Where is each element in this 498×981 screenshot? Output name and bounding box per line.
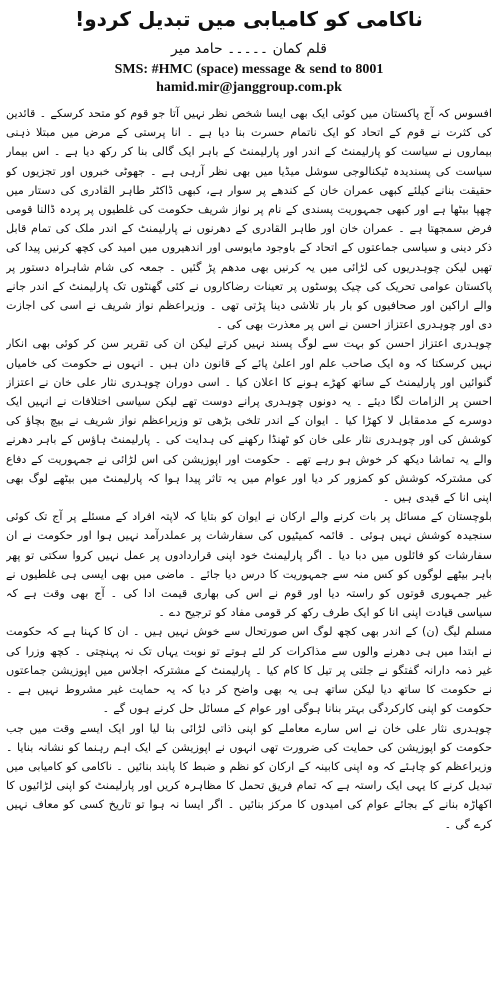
article-paragraph: چوہدری نثار علی خان نے اس سارے معاملے کو اپنی ذاتی لڑائی بنا لیا اور ایک ایسے وقت میں جب حکومت کو اپوزیشن کی حمایت کی ضرورت تھی انہوں نے اپوزیشن کے ایک اہم رہنما کو نشانہ بنایا ۔ وزیراعظم کو چاہئے کہ وہ اپنی کابینہ کے ارکان کو نظم و ضبط کا پابند بنائیں ۔ ناکامی کو کامیابی میں تبدیل کرنے کا یہی ایک راستہ ہے کہ تمام فریق تحمل کا مظاہرہ کریں اور پارلیمنٹ کو اپنی لڑائیوں کا اکھاڑہ بنانے کے بجائے عوام کی امیدوں کا مرکز بنائیں ۔ اگر ایسا نہ ہوا تو تاریخ کسی کو معاف نہیں کرے گی ۔: [6, 721, 492, 831]
article-headline: ناکامی کو کامیابی میں تبدیل کردو!: [75, 7, 423, 31]
article-paragraph: بلوچستان کے مسائل پر بات کرنے والے ارکان نے ایوان کو بتایا کہ لاپتہ افراد کے مسئلے پر آج تک کوئی سنجیدہ کوشش نہیں ہوئی ۔ قائمہ کمیٹیوں کی سفارشات پر عملدرآمد نہیں ہوا اور حکومت نے ان سفارشات کو فائلوں میں دبا دیا ۔ اگر پارلیمنٹ خود اپنی قراردادوں پر عمل نہیں کروا سکتی تو پھر باہر بیٹھے لوگوں کو کس منہ سے جمہوریت کا درس دیا جائے ۔ ماضی میں بھی ایسی ہی غلطیوں نے غیر جمہوری قوتوں کو راستہ دیا اور قوم نے اس کی بھاری قیمت ادا کی ۔ آج بھی وقت ہے کہ سیاسی قیادت اپنی انا کو ایک طرف رکھ کر قومی مفاد کو ترجیح دے ۔: [6, 510, 492, 620]
article-paragraph: افسوس کہ آج پاکستان میں کوئی ایک بھی ایسا شخص نظر نہیں آتا جو قوم کو متحد کرسکے ۔ قائدین کی کثرت نے قوم کے اتحاد کو ایک ناتمام حسرت بنا دیا ہے ۔ انا پرستی کے مرض میں مبتلا ذہنی بیماروں نے سیاست کو پارلیمنٹ کے اندر اور پارلیمنٹ کے باہر ایک گالی بنا کر رکھ دیا ہے ۔ اس بیمار سیاست کی پسندیدہ ٹیکنالوجی سوشل میڈیا میں بھی نظر آرہی ہے ۔ جھوٹی خبروں اور تجزیوں کو حقیقت بنانے کیلئے کبھی عمران خان کے کندھے پر سوار ہے، کبھی ڈاکٹر طاہر القادری کی دستار میں چھپا بیٹھا ہے اور کبھی جمہوریت پسندی کے نام پر نواز شریف حکومت کی غلطیوں پر پردہ ڈالنا قومی فرض سمجھتا ہے ۔ عمران خان اور طاہر القادری کے دھرنوں نے پارلیمنٹ کے اندر ملک کی تمام قابل ذکر دینی و سیاسی جماعتوں کے اتحاد کے باوجود مایوسی اور اندھیروں میں امید کی کچھ کرنیں پیدا کی تھیں لیکن چوہدریوں کی لڑائی میں یہ کرنیں بھی مدھم پڑ گئیں ۔ جمعہ کی شام شاہراہ دستور پر پاکستان عوامی تحریک کی چیک پوسٹوں پر تعینات رضاکاروں نے کئی گھنٹوں تک پارلیمنٹ کے اندر جانے والے اراکین اور صحافیوں کو بار بار تلاشی دینا پڑتی تھی ۔ وزیراعظم نواز شریف نے اسی کی اجازت دی اور چوہدری اعتزاز احسن نے اس پر معذرت بھی کی ۔: [6, 107, 492, 332]
article-paragraph: چوہدری اعتزاز احسن کو بہت سے لوگ پسند نہیں کرتے لیکن ان کی تقریر سن کر کوئی بھی انکار نہیں کرسکتا کہ وہ ایک صاحب علم اور اعلیٰ پائے کے قانون دان ہیں ۔ انہوں نے حکومت کی خامیاں گنوائیں اور پارلیمنٹ کے ساتھ کھڑے ہونے کا اعلان کیا ۔ اسی دوران چوہدری نثار علی خان نے اعتزاز احسن پر الزامات لگا دیئے ۔ یہ دونوں چوہدری پرانے دوست تھے لیکن سیاسی اختلافات نے انہیں ایک دوسرے کے مدمقابل لا کھڑا کیا ۔ ایوان کے اندر تلخی بڑھی تو وزیراعظم نواز شریف نے بیچ بچاؤ کی کوشش کی اور چوہدری نثار علی خان کو ٹھنڈا رکھنے کی ہدایت کی ۔ پارلیمنٹ ہاؤس کے باہر دھرنے والے یہ تماشا دیکھ کر خوش ہو رہے تھے ۔ حکومت اور اپوزیشن کی اس لڑائی نے جمہوریت کے دفاع کی مشترکہ کوشش کو کمزور کر دیا اور عوام میں یہ تاثر پیدا ہوا کہ پارلیمنٹ میں بیٹھے لوگ بھی اپنی انا کے قیدی ہیں ۔: [6, 337, 492, 505]
author-email: hamid.mir@janggroup.com.pk: [156, 80, 342, 95]
sms-line: SMS: #HMC (space) message & send to 8001: [114, 62, 384, 77]
article-body: [6, 104, 492, 978]
article-paragraph: مسلم لیگ (ن) کے اندر بھی کچھ لوگ اس صورتحال سے خوش نہیں ہیں ۔ ان کا کہنا ہے کہ حکومت نے ابتدا میں ہی دھرنے والوں سے مذاکرات کر لئے ہوتے تو نوبت یہاں تک نہ پہنچتی ۔ کچھ وزرا کی غیر ذمہ دارانہ گفتگو نے جلتی پر تیل کا کام کیا ۔ پارلیمنٹ کے مشترکہ اجلاس میں اپوزیشن جماعتوں نے حکومت کا ساتھ دیا لیکن ساتھ ہی یہ بھی واضح کر دیا کہ یہ حمایت غیر مشروط نہیں ہے ۔ حکومت کو اپنی کارکردگی بہتر بنانا ہوگی اور عوام کے مسائل حل کرنے ہوں گے ۔: [6, 625, 492, 716]
article-byline: قلم کمان ۔۔۔۔۔ حامد میر: [171, 41, 327, 57]
